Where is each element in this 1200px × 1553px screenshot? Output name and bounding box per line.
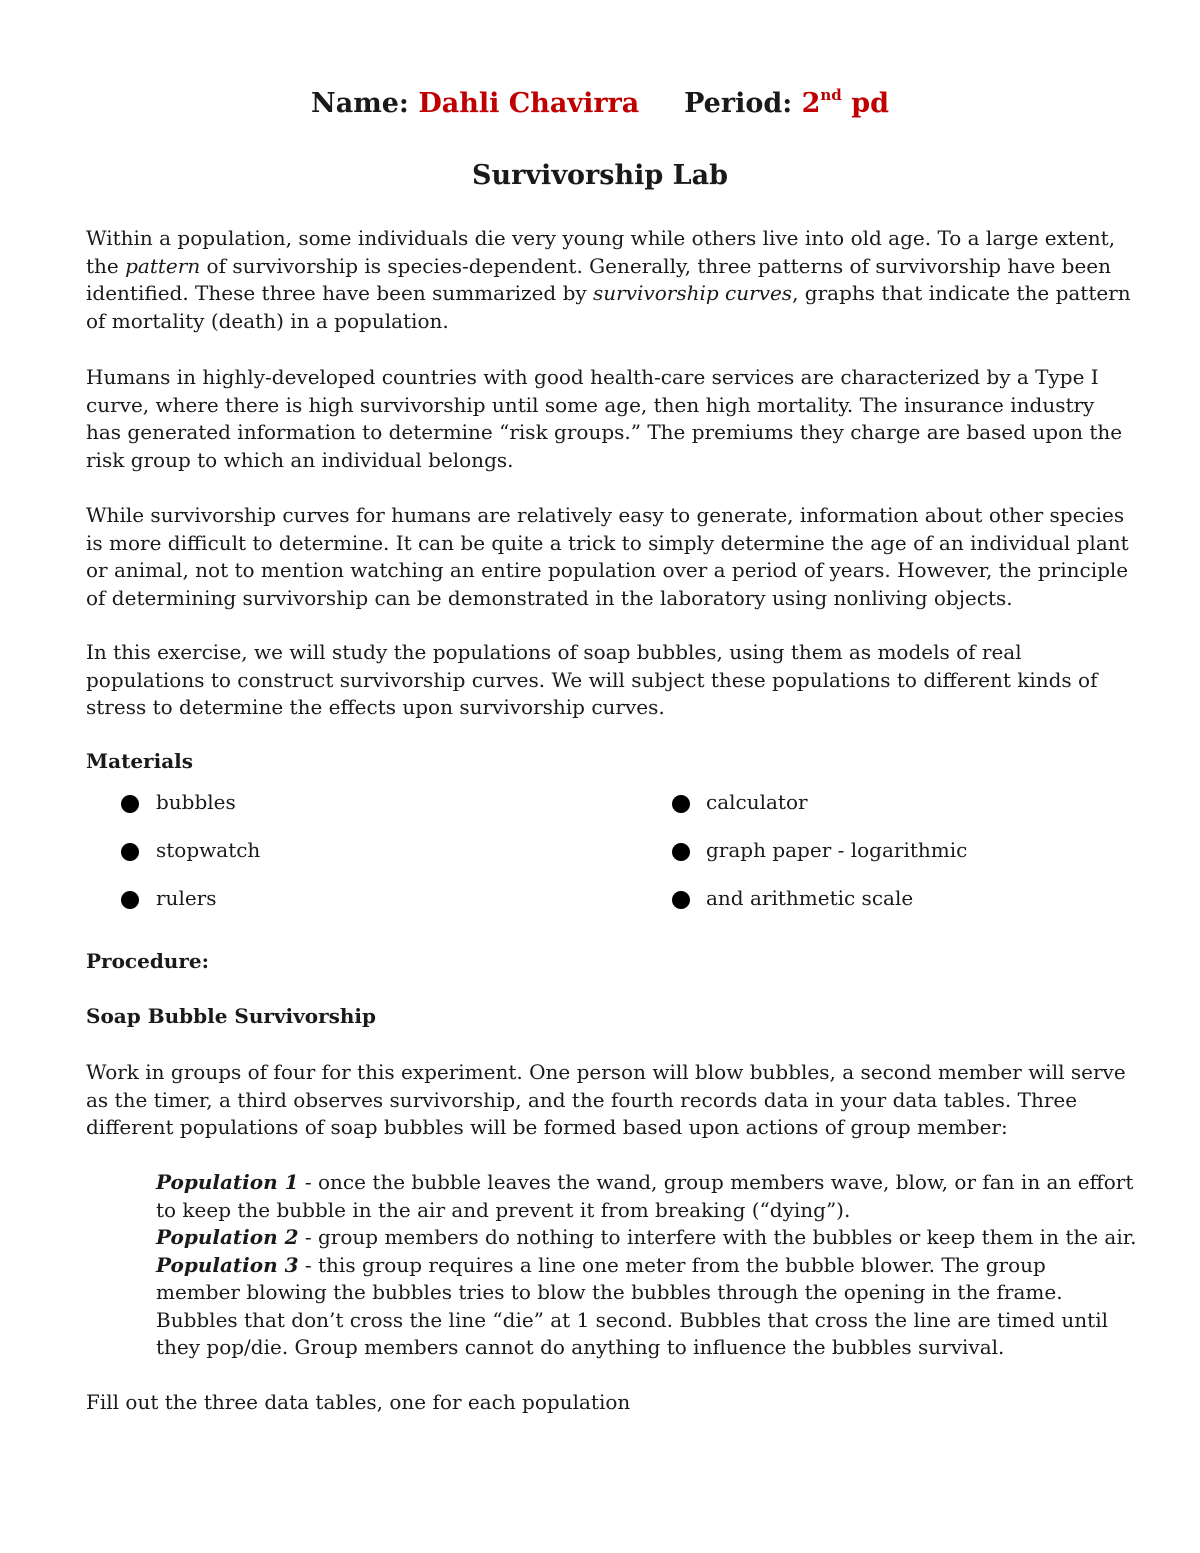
group-instructions-paragraph: Work in groups of four for this experiment. One person will blow bubbles, a second member will serve as the timer, a third observes survivorship, and the fourth records data in your data tables. Three different populations of soap bubbles will be formed based upon actions of group member: — [86, 1060, 1126, 1139]
intro-paragraph: Within a population, some individuals die very young while others live into old age. To a large extent, the pattern of survivorship is species-dependent. Generally, three patterns of survivorship have been identified. These three have been summarized by survivorship curves, graphs that indicate the pattern of mortality (death) in a population. — [86, 226, 1131, 333]
procedure-heading: Procedure: — [86, 949, 209, 973]
filled-circle-icon — [121, 843, 139, 861]
materials-item-calculator: calculator — [706, 790, 808, 814]
name-period-header — [0, 86, 1200, 119]
student-name: Dahli Chavirra — [418, 88, 640, 119]
filled-circle-icon — [672, 843, 690, 861]
population-3: Population 3 - this group requires a line one meter from the bubble blower. The group — [156, 1252, 1046, 1277]
filled-circle-icon — [672, 795, 690, 813]
soap-bubble-heading: Soap Bubble Survivorship — [86, 1004, 377, 1028]
exercise-paragraph: In this exercise, we will study the populations of soap bubbles, using them as models of real populations to construct survivorship curves. We will subject these populations to different kinds of stress to determine the effects upon survivorship curves. — [86, 640, 1098, 719]
period-value: 2nd pd — [801, 86, 889, 119]
period-label: Period: — [684, 88, 793, 119]
materials-item-graph-paper: graph paper - logarithmic — [706, 838, 968, 862]
filled-circle-icon — [121, 891, 139, 909]
materials-item-stopwatch: stopwatch — [156, 838, 261, 862]
humans-paragraph: Humans in highly-developed countries with good health-care services are characterized by a Type I curve, where there is high survivorship until some age, then high mortality. The insurance industry has generated information to determine “risk groups.” The premiums they charge are based upon the risk group to which an individual belongs. — [86, 365, 1123, 472]
materials-item-bubbles: bubbles — [156, 790, 236, 814]
document-title: Survivorship Lab — [472, 160, 728, 191]
materials-heading: Materials — [86, 749, 194, 773]
species-paragraph: While survivorship curves for humans are relatively easy to generate, information about other species is more difficult to determine. It can be quite a trick to simply determine the age of an individual plant or animal, not to mention watching an entire population over a period of years. However, the principle of determining survivorship can be demonstrated in the laboratory using nonliving objects. — [86, 503, 1129, 610]
materials-item-rulers: rulers — [156, 886, 217, 910]
populations-list: Population 1 - once the bubble leaves the wand, group members wave, blow, or fan in an effort to keep the bubble in the air and prevent it from breaking (“dying”). Population 2 - group members do nothing to interfere with the bubbles or keep them in the air. Population 3 - this group requires a line one meter from the bubble blower. The group member blowing the bubbles tries to blow the bubbles through the opening in the frame. Bubbles that don’t cross the line “die” at 1 second. Bubbles that cross the line are timed until they pop/die. Group members cannot do anything to influence the bubbles survival. — [156, 1169, 1156, 1362]
name-label: Name: — [311, 88, 409, 119]
filled-circle-icon — [672, 891, 690, 909]
materials-item-arithmetic-scale: and arithmetic scale — [706, 886, 914, 910]
population-2: Population 2 - group members do nothing to interfere with the bubbles or keep them in the air. — [156, 1225, 1137, 1249]
filled-circle-icon — [121, 795, 139, 813]
population-1: Population 1 - once the bubble leaves the wand, group members wave, blow, or fan in an effort — [156, 1170, 1134, 1194]
closing-instruction: Fill out the three data tables, one for each population — [86, 1390, 631, 1414]
